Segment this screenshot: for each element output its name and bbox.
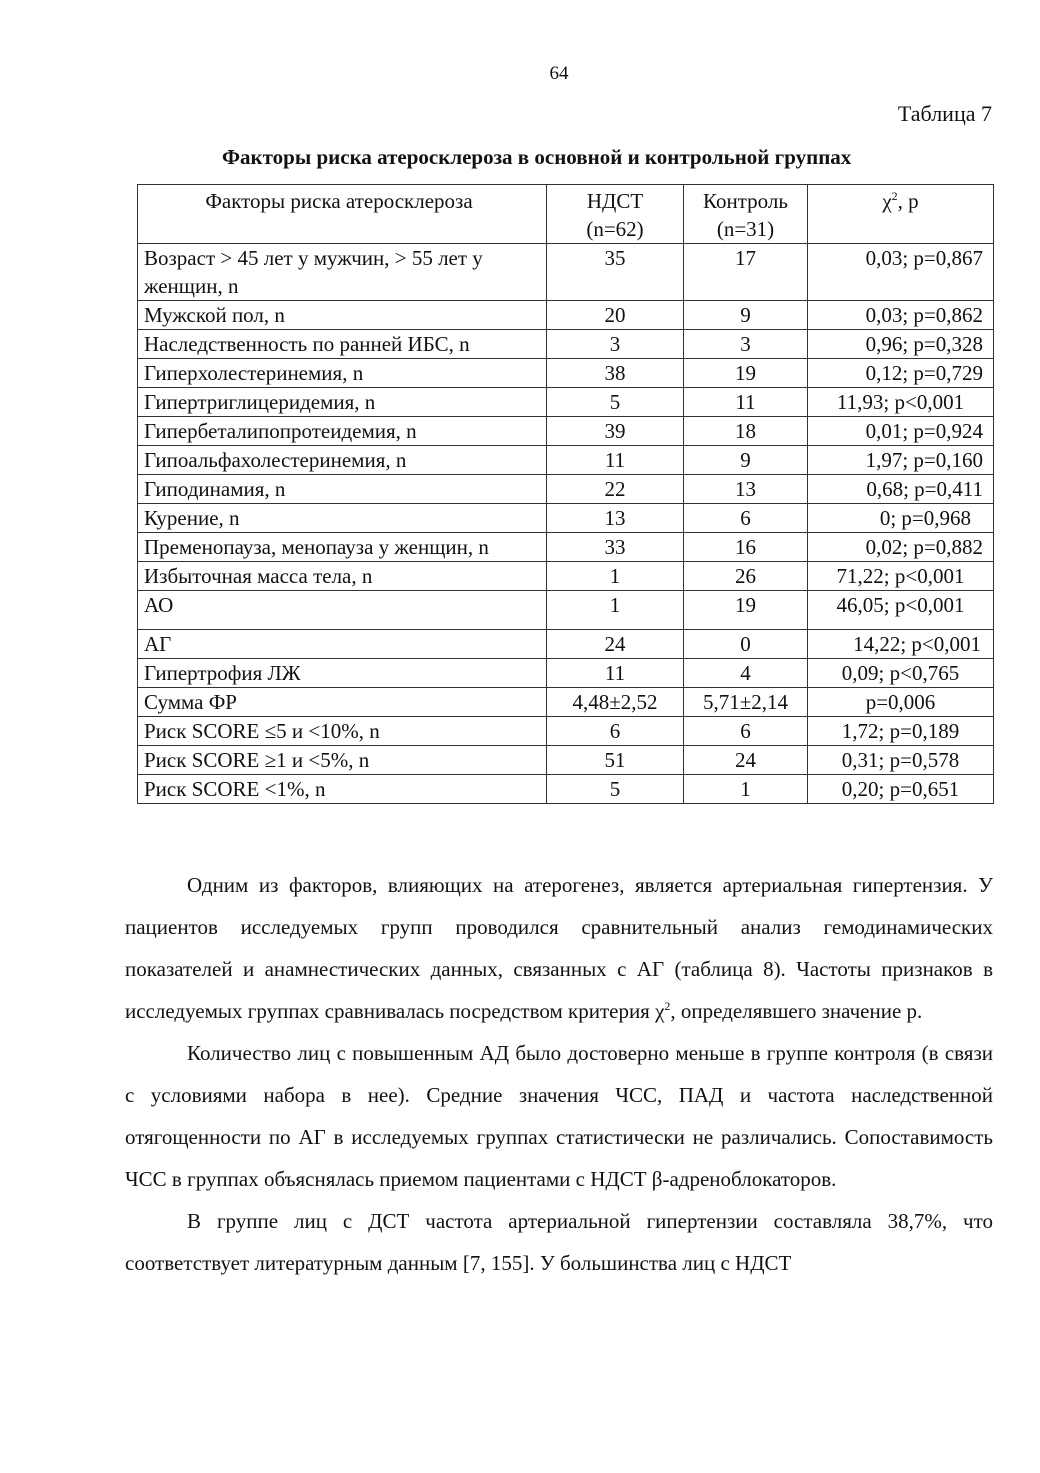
cell-control: 6 xyxy=(684,504,808,533)
cell-stat: 1,97; p=0,160 xyxy=(808,446,994,475)
cell-control: 16 xyxy=(684,533,808,562)
cell-factor: Мужской пол, n xyxy=(138,301,547,330)
cell-control: 1 xyxy=(684,775,808,804)
table-row xyxy=(138,746,994,775)
cell-factor: АО xyxy=(138,591,547,630)
cell-control: 19 xyxy=(684,591,808,630)
table-row xyxy=(138,504,994,533)
cell-control: 3 xyxy=(684,330,808,359)
header-ndst: НДСТ (n=62) xyxy=(547,185,684,244)
risk-factors-table xyxy=(137,184,994,804)
cell-control: 19 xyxy=(684,359,808,388)
cell-stat: 0,20; p=0,651 xyxy=(808,775,994,804)
table-row xyxy=(138,562,994,591)
cell-stat: 0; p=0,968 xyxy=(808,504,994,533)
cell-ndst: 4,48±2,52 xyxy=(547,688,684,717)
cell-ndst: 3 xyxy=(547,330,684,359)
cell-stat: 71,22; p<0,001 xyxy=(808,562,994,591)
table-row xyxy=(138,388,994,417)
table-row xyxy=(138,630,994,659)
cell-factor: Гипертриглицеридемия, n xyxy=(138,388,547,417)
cell-control: 18 xyxy=(684,417,808,446)
table-row xyxy=(138,301,994,330)
table-row xyxy=(138,688,994,717)
cell-ndst: 1 xyxy=(547,562,684,591)
paragraph-3: В группе лиц с ДСТ частота артериальной гипертензии составляла 38,7%, что соответствует литературным данным [7, 155]. У большинства лиц с НДСТ xyxy=(125,1209,993,1275)
cell-ndst: 22 xyxy=(547,475,684,504)
cell-factor: Наследственность по ранней ИБС, n xyxy=(138,330,547,359)
cell-control: 24 xyxy=(684,746,808,775)
cell-stat: p=0,006 xyxy=(808,688,994,717)
table-title: Факторы риска атеросклероза в основной и контрольной группах xyxy=(222,145,852,169)
header-chi-square: $\chi^2$, p xyxy=(808,185,994,244)
cell-ndst: 24 xyxy=(547,630,684,659)
paragraph-1: Одним из факторов, влияющих на атерогенез, является артериальная гипертензия. У пациентов исследуемых групп проводился сравнительный анализ гемодинамических показателей и анамнестических данных, связанных с АГ (таблица 8). Частоты признаков в исследуемых группах сравнивалась посредством критерия $\chi^2$, определявшего значение p. xyxy=(125,873,993,1023)
cell-factor: Гипоальфахолестеринемия, n xyxy=(138,446,547,475)
header-control: Контроль (n=31) xyxy=(684,185,808,244)
cell-factor: Риск SCORE <1%, n xyxy=(138,775,547,804)
cell-factor: Гипербеталипопротеидемия, n xyxy=(138,417,547,446)
cell-ndst: 20 xyxy=(547,301,684,330)
cell-factor: АГ xyxy=(138,630,547,659)
table-row xyxy=(138,659,994,688)
table-row xyxy=(138,717,994,746)
table-row xyxy=(138,244,994,301)
cell-stat: 0,02; p=0,882 xyxy=(808,533,994,562)
cell-control: 11 xyxy=(684,388,808,417)
cell-ndst: 5 xyxy=(547,775,684,804)
cell-control: 9 xyxy=(684,446,808,475)
cell-stat: 0,12; p=0,729 xyxy=(808,359,994,388)
cell-control: 9 xyxy=(684,301,808,330)
cell-factor: Гипертрофия ЛЖ xyxy=(138,659,547,688)
cell-ndst: 35 xyxy=(547,244,684,301)
cell-control: 5,71±2,14 xyxy=(684,688,808,717)
table-row xyxy=(138,533,994,562)
table-row xyxy=(138,417,994,446)
cell-stat: 46,05; p<0,001 xyxy=(808,591,994,630)
table-label: Таблица 7 xyxy=(897,101,992,126)
table-row xyxy=(138,775,994,804)
cell-stat: 0,68; p=0,411 xyxy=(808,475,994,504)
cell-ndst: 13 xyxy=(547,504,684,533)
cell-ndst: 11 xyxy=(547,446,684,475)
table-row xyxy=(138,330,994,359)
cell-ndst: 51 xyxy=(547,746,684,775)
cell-stat: 0,31; p=0,578 xyxy=(808,746,994,775)
cell-factor: Пременопауза, менопауза у женщин, n xyxy=(138,533,547,562)
cell-factor: Избыточная масса тела, n xyxy=(138,562,547,591)
cell-stat: 11,93; p<0,001 xyxy=(808,388,994,417)
cell-stat: 14,22; p<0,001 xyxy=(808,630,994,659)
cell-stat: 0,03; p=0,862 xyxy=(808,301,994,330)
cell-control: 13 xyxy=(684,475,808,504)
cell-factor: Гиперхолестеринемия, n xyxy=(138,359,547,388)
cell-ndst: 11 xyxy=(547,659,684,688)
body-text xyxy=(125,864,993,1284)
cell-ndst: 38 xyxy=(547,359,684,388)
header-factor: Факторы риска атеросклероза xyxy=(138,185,547,244)
table-header-row xyxy=(138,185,994,244)
cell-control: 4 xyxy=(684,659,808,688)
cell-ndst: 6 xyxy=(547,717,684,746)
paragraph-2: Количество лиц с повышенным АД было достоверно меньше в группе контроля (в связи с условиями набора в нее). Средние значения ЧСС, ПАД и частота наследственной отягощенности по АГ в исследуемых группах статистически не различались. Сопоставимость ЧСС в группах объяснялась приемом пациентами с НДСТ β-адреноблокаторов. xyxy=(125,1041,993,1191)
cell-factor: Риск SCORE ≥1 и <5%, n xyxy=(138,746,547,775)
cell-stat: 1,72; p=0,189 xyxy=(808,717,994,746)
cell-factor: Сумма ФР xyxy=(138,688,547,717)
table-row xyxy=(138,446,994,475)
cell-control: 17 xyxy=(684,244,808,301)
cell-stat: 0,03; p=0,867 xyxy=(808,244,994,301)
cell-ndst: 1 xyxy=(547,591,684,630)
cell-ndst: 33 xyxy=(547,533,684,562)
cell-control: 26 xyxy=(684,562,808,591)
table-row xyxy=(138,475,994,504)
cell-factor: Возраст > 45 лет у мужчин, > 55 лет у женщин, n xyxy=(138,244,547,301)
page-number: 64 xyxy=(549,63,569,84)
cell-ndst: 5 xyxy=(547,388,684,417)
cell-factor: Риск SCORE ≤5 и <10%, n xyxy=(138,717,547,746)
cell-control: 6 xyxy=(684,717,808,746)
table-row xyxy=(138,359,994,388)
cell-stat: 0,09; p<0,765 xyxy=(808,659,994,688)
cell-ndst: 39 xyxy=(547,417,684,446)
cell-stat: 0,01; p=0,924 xyxy=(808,417,994,446)
cell-control: 0 xyxy=(684,630,808,659)
table-row xyxy=(138,591,994,630)
cell-factor: Курение, n xyxy=(138,504,547,533)
cell-factor: Гиподинамия, n xyxy=(138,475,547,504)
cell-stat: 0,96; p=0,328 xyxy=(808,330,994,359)
